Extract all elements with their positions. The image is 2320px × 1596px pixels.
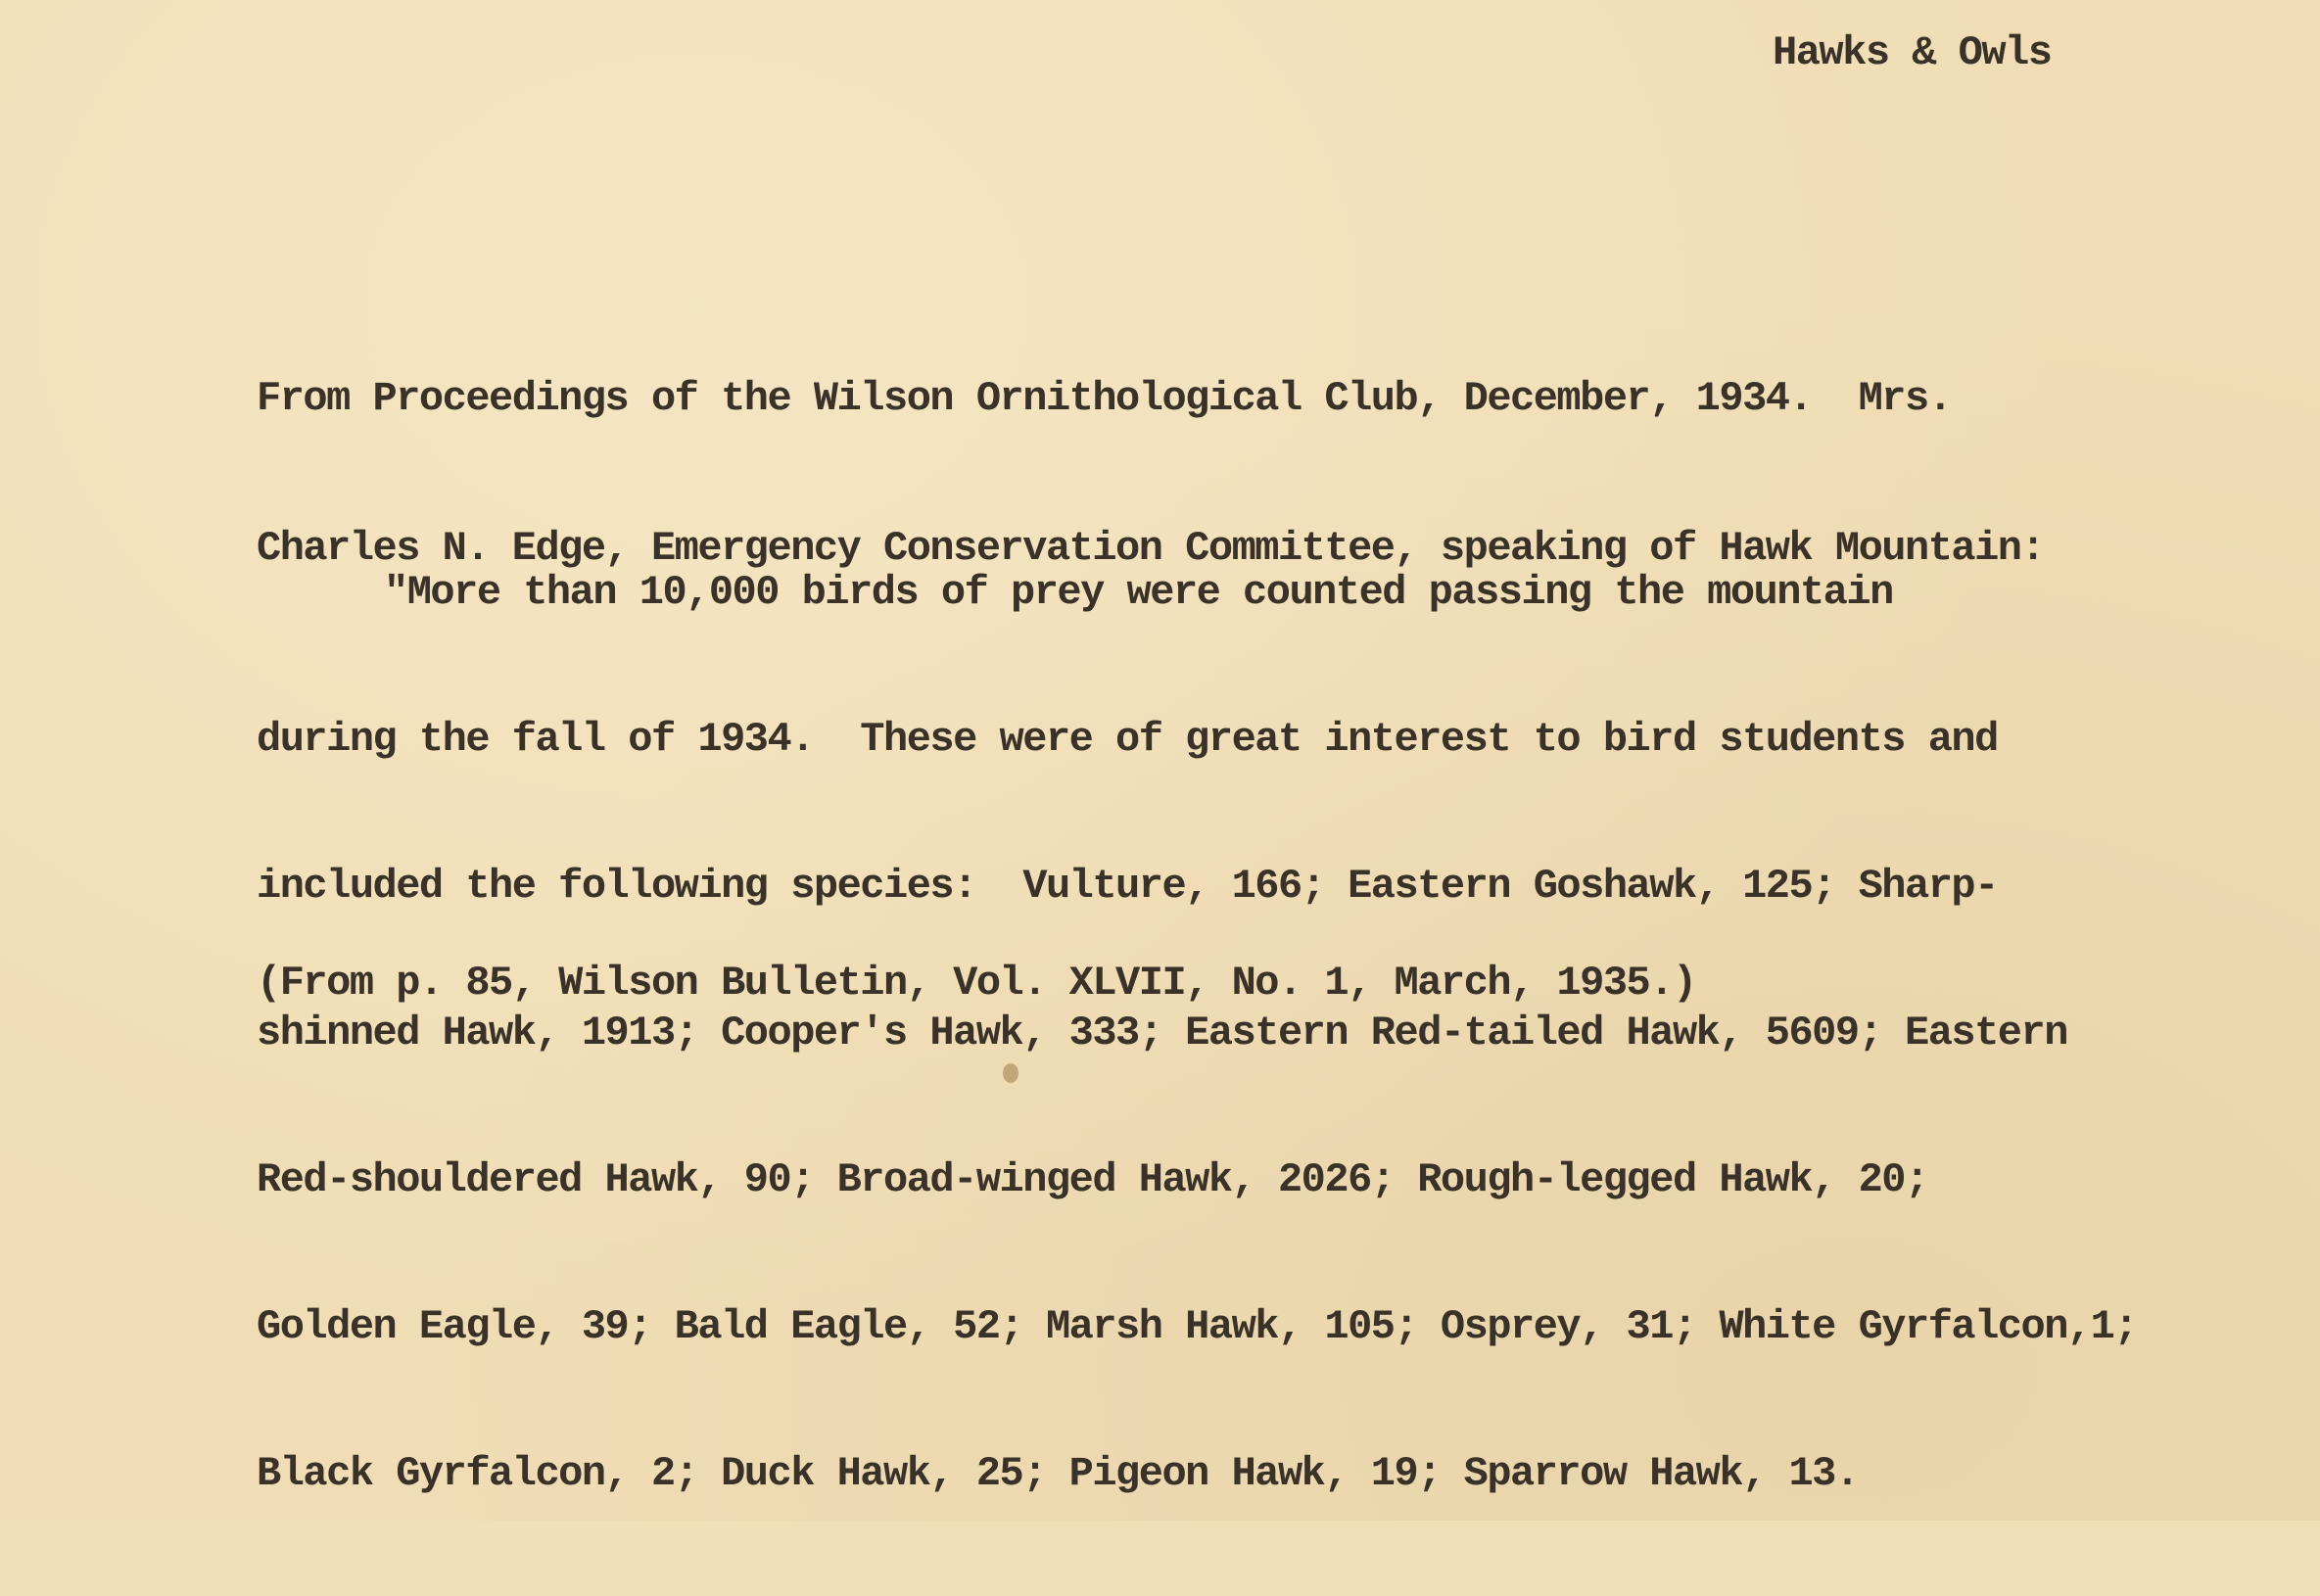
quote-line: during the fall of 1934. These were of great interest to bird students and bbox=[257, 716, 1998, 763]
page-header-label: Hawks & Owls bbox=[1773, 29, 2052, 76]
paper-stain bbox=[1003, 1063, 1018, 1083]
quote-line: Golden Eagle, 39; Bald Eagle, 52; Marsh Hawk, 105; Osprey, 31; White Gyrfalcon,1; bbox=[257, 1303, 2138, 1350]
quote-line: Black Gyrfalcon, 2; Duck Hawk, 25; Pigeon Hawk, 19; Sparrow Hawk, 13. bbox=[257, 1450, 1859, 1497]
intro-line: Charles N. Edge, Emergency Conservation Committee, speaking of Hawk Mountain: bbox=[257, 525, 2045, 572]
intro-line: From Proceedings of the Wilson Ornithological Club, December, 1934. Mrs. bbox=[257, 375, 1952, 422]
quote-line: "More than 10,000 birds of prey were counted passing the mountain bbox=[384, 569, 1893, 616]
quote-line: shinned Hawk, 1913; Cooper's Hawk, 333; Eastern Red-tailed Hawk, 5609; Eastern bbox=[257, 1009, 2067, 1056]
quote-line: included the following species: Vulture, 166; Eastern Goshawk, 125; Sharp- bbox=[257, 863, 1998, 910]
quote-paragraph bbox=[257, 470, 2137, 1596]
source-citation: (From p. 85, Wilson Bulletin, Vol. XLVII, No. 1, March, 1935.) bbox=[257, 960, 1696, 1007]
quote-line: Red-shouldered Hawk, 90; Broad-winged Hawk, 2026; Rough-legged Hawk, 20; bbox=[257, 1156, 1928, 1203]
